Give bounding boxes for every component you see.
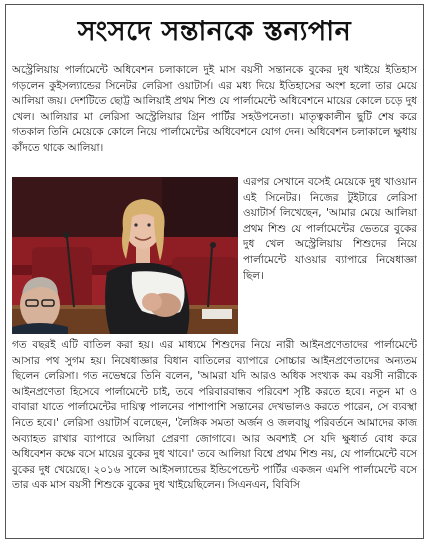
article-paragraph-intro: অস্ট্রেলিয়ায় পার্লামেন্টে অধিবেশন চলাকালে দুই মাস বয়সী সন্তানকে বুকের দুধ খাইয়ে ইতিহাস গড়লেন কুইসল্যান্ডের সিনেটর লেরিসা ওয়াটার্স। এর মধ্য দিয়ে ইতিহাসের অংশ হলো তার মেয়ে আলিয়া জয়। দেশটিতে ছোট্ট আলিয়াই প্রথম শিশু যে পার্লামেন্টে অধিবেশনে মায়ের কোলে চড়ে দুধ খেল। আলিয়ার মা লেরিসা অস্ট্রেলিয়ার গ্রিন পার্টির সহউপনেতা। মাতৃত্বকালীন ছুটি শেষ করে গতকাল তিনি মেয়েকে কোলে নিয়ে পার্লামেন্টের অধিবেশনে যোগ দেন। অধিবেশন চলাকালে ক্ষুধায় কাঁদতে থাকে আলিয়া।: [12, 64, 417, 154]
article-paragraph-body: গত বছরই এটি বাতিল করা হয়। এর মাধ্যমে শিশুদের নিয়ে নারী আইনপ্রণেতাদের পার্লামেন্টে আসার পথ সুগম হয়। নিষেধাজ্ঞার বিধান বাতিলের ব্যাপারে সোচ্চার আইনপ্রণেতাদের অন্যতম ছিলেন লেরিসা। গত নভেম্বরে তিনি বলেন, 'আমরা যদি আরও অধিক সংখ্যক কম বয়সী নারীকে আইনপ্রণেতা হিসেবে পার্লামেন্টে চাই, তবে পরিবারবান্ধব পরিবেশ সৃষ্টি করতে হবে। নতুন মা ও বাবারা যাতে পার্লামেন্টের দায়িত্ব পালনের পাশাপাশি সন্তানের দেখভালও করতে পারেন, সে ব্যবস্থা নিতে হবে।' লেরিসা ওয়াটার্স বলেছেন, 'লৈঙ্গিক সমতা অর্জন ও জলবায়ু পরিবর্তনে আমাদের কাজ অব্যাহত রাখার ব্যাপারে আলিয়া প্রেরণা জোগাবে। আর অবশ্যই সে যদি ক্ষুধার্ত বোধ করে অধিবেশন কক্ষে বসে মায়ের বুকের দুধ খাবে।' তবে আলিয়া বিশ্বে প্রথম শিশু নয়, যে পার্লামেন্টে বসে বুকের দুধ খেয়েছে। ২০১৬ সালে আইসল্যান্ডের ইন্ডিপেন্ডেন্ট পার্টির একজন এমপি পার্লামেন্টে বসে তার এক মাস বয়সী শিশুকে বুকের দুধ খাইয়েছিলেন। সিএনএন, বিবিসি: [12, 339, 417, 492]
news-clipping: [5, 4, 424, 539]
photo-illustration: [12, 177, 238, 334]
article-paragraph-side: এরপর সেখানে বসেই মেয়েকে দুধ খাওয়ান এই সিনেটর। নিজের টুইটারে লেরিসা ওয়াটার্স লিখেছেন, 'আমার মেয়ে আলিয়া প্রথম শিশু যে পার্লামেন্টের ভেতরে বুকের দুধ খেল অস্ট্রেলিয়ায় শিশুদের নিয়ে পার্লামেন্টে যাওয়ার ব্যাপারে নিষেধাজ্ঞা ছিল।: [243, 176, 417, 282]
senate-photo: [12, 177, 238, 334]
headline: সংসদে সন্তানকে স্তন্যপান: [77, 16, 352, 47]
